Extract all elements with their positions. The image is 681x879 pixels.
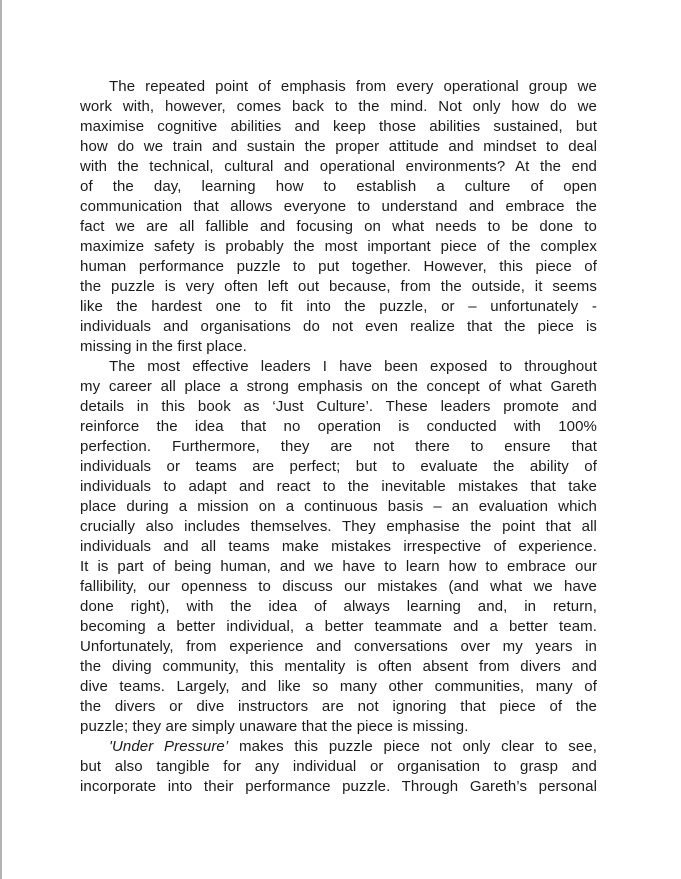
text-line: human performance puzzle to put together. However, this piece of [80, 258, 597, 275]
text-line: but also tangible for any individual or organisation to grasp and [80, 758, 597, 775]
text-line: crucially also includes themselves. They emphasise the point that all [80, 518, 597, 535]
text-line: maximise cognitive abilities and keep those abilities sustained, but [80, 118, 597, 135]
text-line: individuals to adapt and react to the inevitable mistakes that take [80, 478, 597, 495]
text-line: perfection. Furthermore, they are not there to ensure that [80, 438, 597, 455]
text-line: individuals and organisations do not even realize that the piece is [80, 318, 597, 335]
text-line: of the day, learning how to establish a culture of open [80, 178, 597, 195]
text-line: the puzzle is very often left out because, from the outside, it seems [80, 278, 597, 295]
text-line: how do we train and sustain the proper attitude and mindset to deal [80, 138, 597, 155]
text-line: 'Under Pressure’ makes this puzzle piece not only clear to see, [109, 738, 597, 755]
text-line: Unfortunately, from experience and conversations over my years in [80, 638, 597, 655]
text-line: done right), with the idea of always learning and, in return, [80, 598, 597, 615]
text-line: work with, however, comes back to the mind. Not only how do we [80, 98, 597, 115]
text-line: reinforce the idea that no operation is conducted with 100% [80, 418, 597, 435]
text-line: details in this book as ‘Just Culture’. These leaders promote and [80, 398, 597, 415]
text-line: the divers or dive instructors are not ignoring that piece of the [80, 698, 597, 715]
text-line: individuals and all teams make mistakes irrespective of experience. [80, 538, 597, 555]
text-line: like the hardest one to fit into the puzzle, or – unfortunately - [80, 298, 597, 315]
text-line: It is part of being human, and we have to learn how to embrace our [80, 558, 597, 575]
text-line: The most effective leaders I have been exposed to throughout [109, 358, 597, 375]
text-line: fact we are all fallible and focusing on what needs to be done to [80, 218, 597, 235]
text-line: becoming a better individual, a better teammate and a better team. [80, 618, 597, 635]
page-left-edge-line [0, 0, 2, 879]
text-line: my career all place a strong emphasis on the concept of what Gareth [80, 378, 597, 395]
page-text [80, 77, 597, 797]
text-line: The repeated point of emphasis from every operational group we [109, 78, 597, 95]
text-line: fallibility, our openness to discuss our mistakes (and what we have [80, 578, 597, 595]
italic-book-title: 'Under Pressure’ [109, 738, 229, 755]
text-line: the diving community, this mentality is often absent from divers and [80, 658, 597, 675]
text-line: communication that allows everyone to understand and embrace the [80, 198, 597, 215]
text-line: dive teams. Largely, and like so many other communities, many of [80, 678, 597, 695]
text-line: incorporate into their performance puzzle. Through Gareth’s personal [80, 778, 597, 795]
text-line: individuals or teams are perfect; but to evaluate the ability of [80, 458, 597, 475]
text-line: puzzle; they are simply unaware that the piece is missing. [80, 718, 469, 735]
text-line: place during a mission on a continuous basis – an evaluation which [80, 498, 597, 515]
text-line: missing in the first place. [80, 338, 247, 355]
text-line: with the technical, cultural and operational environments? At the end [80, 158, 597, 175]
text-line: maximize safety is probably the most important piece of the complex [80, 238, 597, 255]
